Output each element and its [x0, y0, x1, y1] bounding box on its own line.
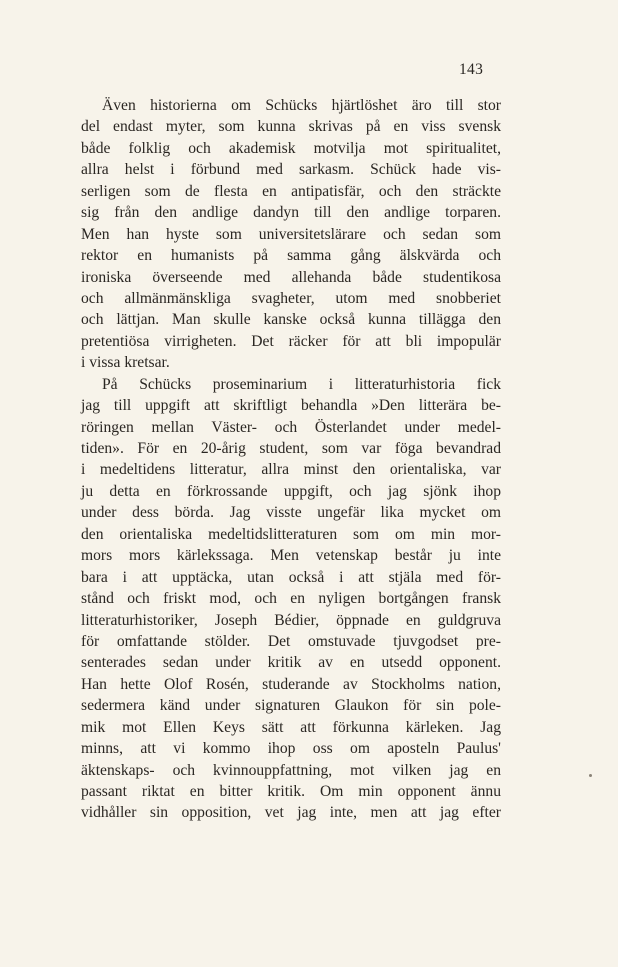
text-line: mik mot Ellen Keys sätt att förkunna kärleken. Jag [81, 718, 501, 736]
text-line: senterades sedan under kritik av en utsedd opponent. [81, 654, 501, 672]
text-line: sedermera känd under signaturen Glaukon för sin pole- [81, 697, 501, 715]
text-line: sig från den andlige dandyn till den andlige torparen. [81, 204, 501, 222]
text-line: ju detta en förkrossande uppgift, och jag sjönk ihop [81, 482, 501, 500]
text-line: På Schücks proseminarium i litteraturhistoria fick [102, 375, 501, 393]
ink-speck [589, 774, 592, 777]
text-line: jag till uppgift att skriftligt behandla »Den litterära be- [81, 397, 501, 415]
text-line: den orientaliska medeltidslitteraturen som om min mor- [81, 525, 501, 543]
text-line: tiden». För en 20-årig student, som var föga bevandrad [81, 440, 501, 457]
text-line: minns, att vi kommo ihop oss om aposteln Paulus' [81, 740, 501, 758]
text-line: Men han hyste som universitetslärare och sedan som [81, 225, 501, 243]
text-line: pretentiösa virrigheten. Det räcker för att bli impopulär [81, 332, 501, 350]
text-line: stånd och friskt mod, och en nyligen bortgången fransk [81, 590, 501, 608]
text-line: och allmänmänskliga svagheter, utom med snobberiet [81, 289, 501, 307]
text-line: Även historierna om Schücks hjärtlöshet äro till stor [102, 97, 501, 114]
text-line: för omfattande stölder. Det omstuvade tjuvgodset pre- [81, 632, 501, 650]
text-line: i vissa kretsar. [81, 354, 170, 372]
text-line: bara i att upptäcka, utan också i att stjäla med för- [81, 568, 501, 586]
text-line: del endast myter, som kunna skrivas på en viss svensk [81, 118, 501, 136]
text-line: mors mors kärlekssaga. Men vetenskap består ju inte [81, 547, 501, 565]
text-line: ironiska överseende med allehanda både studentikosa [81, 268, 501, 286]
text-line: passant riktat en bitter kritik. Om min opponent ännu [81, 783, 501, 800]
text-line: serligen som de flesta en antipatisfär, och den sträckte [81, 182, 501, 200]
text-line: äktenskaps- och kvinnouppfattning, mot vilken jag en [81, 761, 501, 779]
text-line: Han hette Olof Rosén, studerande av Stockholms nation, [81, 675, 501, 693]
text-line: allra helst i förbund med sarkasm. Schück hade vis- [81, 161, 501, 179]
page-number: 143 [459, 61, 484, 78]
body-text [81, 95, 501, 824]
text-line: och lättjan. Man skulle kanske också kunna tillägga den [81, 311, 501, 329]
text-line: rektor en humanists på samma gång älskvärda och [81, 247, 501, 265]
text-line: både folklig och akademisk motvilja mot spiritualitet, [81, 139, 501, 157]
text-line: under dess börda. Jag visste ungefär lika mycket om [81, 504, 501, 522]
text-line: i medeltidens litteratur, allra minst den orientaliska, var [81, 461, 501, 479]
text-line: vidhåller sin opposition, vet jag inte, men att jag efter [81, 804, 501, 822]
text-line: röringen mellan Väster- och Österlandet under medel- [81, 418, 501, 436]
text-line: litteraturhistoriker, Joseph Bédier, öppnade en guldgruva [81, 611, 501, 629]
